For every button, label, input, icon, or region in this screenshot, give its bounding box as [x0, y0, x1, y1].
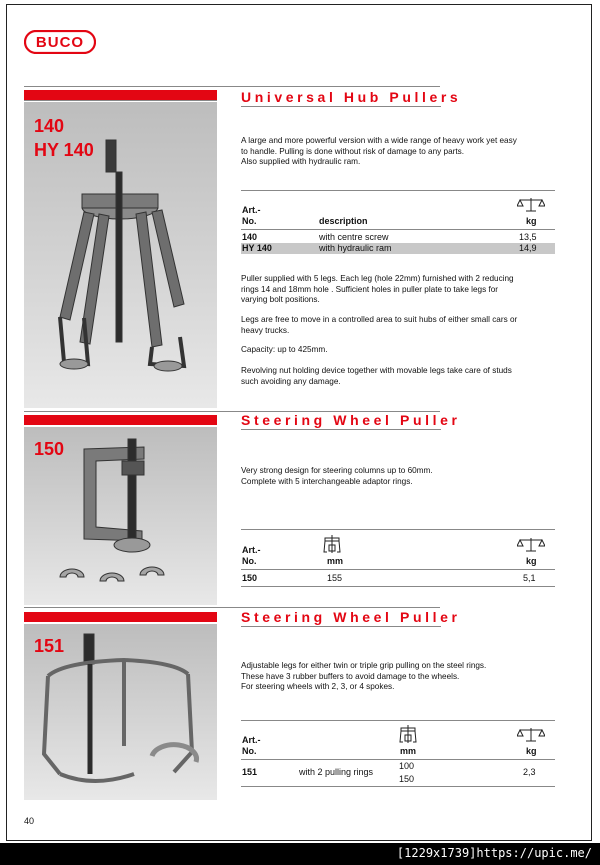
note-line: Revolving nut holding device together with movable legs take care of studs — [241, 366, 512, 375]
section-rule — [24, 100, 217, 101]
note-paragraph — [241, 315, 561, 336]
scale-icon — [517, 196, 545, 212]
article-description: with centre screw — [319, 232, 389, 242]
note-paragraph — [241, 274, 561, 306]
intro-line: A large and more powerful version with a wide range of heavy work yet easy — [241, 136, 517, 145]
product-code: 150 — [34, 439, 65, 459]
note-line: such avoiding any damage. — [241, 376, 341, 386]
section-red-bar — [24, 612, 217, 622]
section-red-bar — [24, 90, 217, 100]
note-paragraph — [241, 345, 561, 356]
no-header: No. — [242, 216, 257, 226]
title-underline — [241, 429, 441, 430]
table-rule — [241, 569, 555, 570]
buco-logo — [24, 30, 96, 54]
art-header: Art.- — [242, 735, 261, 745]
section-rule — [24, 607, 440, 608]
mm-header: mm — [400, 746, 417, 756]
title-underline — [241, 106, 441, 107]
section-title: Universal Hub Pullers — [241, 89, 462, 105]
footer-watermark: [1229x1739]https://upic.me/ — [396, 846, 592, 860]
note-line: Puller supplied with 5 legs. Each leg (hole 22mm) furnished with 2 reducing — [241, 274, 514, 283]
kg-header: kg — [526, 556, 537, 566]
kg-header: kg — [526, 216, 537, 226]
table-rule — [241, 786, 555, 787]
description-header: description — [319, 216, 368, 226]
header-rule — [24, 86, 440, 87]
title-underline — [241, 626, 441, 627]
article-number: 140 — [242, 232, 258, 242]
page-number: 40 — [24, 816, 35, 826]
section-title: Steering Wheel Puller — [241, 609, 461, 625]
scale-icon — [517, 726, 545, 742]
mm-header: mm — [327, 556, 344, 566]
article-number: 151 — [242, 767, 258, 777]
article-number: 150 — [242, 573, 258, 583]
section-title: Steering Wheel Puller — [241, 412, 461, 428]
table-rule — [241, 586, 555, 587]
intro-line: Very strong design for steering columns up to 60mm. — [241, 466, 433, 475]
svg-text:BUCO: BUCO — [35, 34, 85, 51]
table-rule — [241, 720, 555, 721]
note-line: Capacity: up to 425mm. — [241, 345, 328, 354]
puller-icon — [397, 725, 419, 745]
product-code: 140 — [34, 116, 65, 136]
no-header: No. — [242, 746, 257, 756]
article-description: with hydraulic ram — [319, 243, 392, 253]
highlighted-row — [241, 243, 555, 254]
intro-line: Complete with 5 interchangeable adaptor rings. — [241, 476, 413, 486]
table-rule — [241, 759, 555, 760]
note-line: rings 14 and 18mm hole . Sufficient holes in puller plate to take legs for — [241, 284, 498, 294]
article-size: 150 — [399, 774, 415, 784]
intro-line: These have 3 rubber buffers to avoid damage to the wheels. — [241, 671, 460, 681]
table-rule — [241, 229, 555, 230]
product-code: 151 — [34, 636, 65, 656]
article-size: 155 — [327, 573, 343, 583]
table-rule — [241, 529, 555, 530]
note-line: heavy trucks. — [241, 325, 290, 335]
art-header: Art.- — [242, 205, 261, 215]
intro-line: to handle. Pulling is done without risk of damage to any parts. — [241, 146, 465, 156]
puller-icon — [321, 535, 343, 555]
intro-paragraph — [241, 661, 561, 693]
intro-paragraph — [241, 136, 561, 168]
no-header: No. — [242, 556, 257, 566]
intro-line: Also supplied with hydraulic ram. — [241, 157, 361, 167]
intro-paragraph — [241, 466, 561, 487]
article-weight: 5,1 — [523, 573, 536, 583]
table-rule — [241, 190, 555, 191]
intro-line: For steering wheels with 2, 3, or 4 spokes. — [241, 682, 395, 692]
article-number: HY 140 — [242, 243, 272, 253]
article-size: 100 — [399, 761, 415, 771]
article-weight: 13,5 — [519, 232, 537, 242]
article-weight: 2,3 — [523, 767, 536, 777]
article-description: with 2 pulling rings — [299, 767, 374, 777]
intro-line: Adjustable legs for either twin or triple grip pulling on the steel rings. — [241, 661, 487, 670]
note-line: Legs are free to move in a controlled area to suit hubs of either small cars or — [241, 315, 518, 324]
scale-icon — [517, 536, 545, 552]
note-line: varying bolt positions. — [241, 295, 320, 305]
note-paragraph — [241, 366, 561, 387]
art-header: Art.- — [242, 545, 261, 555]
article-weight: 14,9 — [519, 243, 537, 253]
kg-header: kg — [526, 746, 537, 756]
section-red-bar — [24, 415, 217, 425]
product-code: HY 140 — [34, 140, 94, 160]
